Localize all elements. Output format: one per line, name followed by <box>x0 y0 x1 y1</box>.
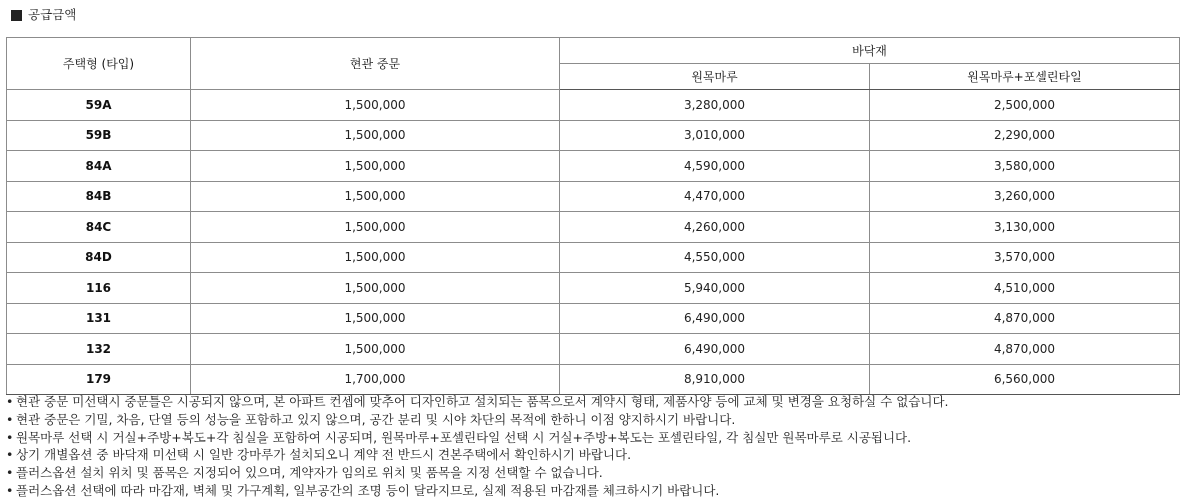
table-row <box>7 181 1180 212</box>
cell-wood-tile-price: 3,580,000 <box>870 151 1180 182</box>
note-item <box>6 482 1176 500</box>
price-table <box>6 37 1180 395</box>
header-floor-wood-tile: 원목마루+포셀린타일 <box>870 64 1180 90</box>
cell-type: 59A <box>7 90 191 121</box>
note-text: 상기 개별옵션 중 바닥재 미선택 시 일반 강마루가 설치되오니 계약 전 반드시 견본주택에서 확인하시기 바랍니다. <box>16 447 632 463</box>
table-row <box>7 273 1180 304</box>
note-text: 현관 중문은 기밀, 차음, 단열 등의 성능을 포함하고 있지 않으며, 공간 분리 및 시야 차단의 목적에 한하니 이점 양지하시기 바랍니다. <box>16 411 736 427</box>
header-type: 주택형 (타입) <box>7 38 191 90</box>
table-row <box>7 334 1180 365</box>
note-item <box>6 464 1176 482</box>
cell-entrance-price: 1,500,000 <box>191 242 560 273</box>
bullet-icon: • <box>6 394 14 409</box>
cell-type: 132 <box>7 334 191 365</box>
note-text: 원목마루 선택 시 거실+주방+복도+각 침실을 포함하여 시공되며, 원목마루+포셀린타일 선택 시 거실+주방+복도는 포셀린타일, 각 침실만 원목마루로 시공됩니다. <box>16 429 912 445</box>
cell-wood-price: 8,910,000 <box>560 364 870 395</box>
cell-type: 131 <box>7 303 191 334</box>
table-row <box>7 242 1180 273</box>
cell-entrance-price: 1,500,000 <box>191 212 560 243</box>
cell-type: 84B <box>7 181 191 212</box>
square-bullet-icon <box>11 10 22 21</box>
cell-wood-tile-price: 3,260,000 <box>870 181 1180 212</box>
header-floor-wood: 원목마루 <box>560 64 870 90</box>
cell-wood-price: 3,280,000 <box>560 90 870 121</box>
cell-wood-tile-price: 2,290,000 <box>870 120 1180 151</box>
table-row <box>7 364 1180 395</box>
bullet-icon: • <box>6 429 14 445</box>
note-item <box>6 446 1176 464</box>
cell-wood-price: 5,940,000 <box>560 273 870 304</box>
cell-wood-tile-price: 3,570,000 <box>870 242 1180 273</box>
cell-type: 59B <box>7 120 191 151</box>
cell-entrance-price: 1,500,000 <box>191 120 560 151</box>
table-row <box>7 90 1180 121</box>
note-text: 플러스옵션 선택에 따라 마감재, 벽체 및 가구계획, 일부공간의 조명 등이 달라지므로, 실제 적용된 마감재를 체크하시기 바랍니다. <box>16 482 720 498</box>
cell-type: 84A <box>7 151 191 182</box>
cell-entrance-price: 1,700,000 <box>191 364 560 395</box>
note-text: 플러스옵션 설치 위치 및 품목은 지정되어 있으며, 계약자가 임의로 위치 및 품목을 지정 선택할 수 없습니다. <box>16 465 603 481</box>
cell-wood-price: 3,010,000 <box>560 120 870 151</box>
table-row <box>7 120 1180 151</box>
cell-wood-price: 6,490,000 <box>560 334 870 365</box>
notes-list <box>6 393 1176 500</box>
note-item <box>6 429 1176 447</box>
note-item <box>6 411 1176 429</box>
cell-type: 84C <box>7 212 191 243</box>
cell-entrance-price: 1,500,000 <box>191 334 560 365</box>
cell-wood-tile-price: 4,510,000 <box>870 273 1180 304</box>
cell-type: 116 <box>7 273 191 304</box>
cell-wood-price: 4,550,000 <box>560 242 870 273</box>
section-title <box>11 6 76 24</box>
cell-type: 179 <box>7 364 191 395</box>
section-title-text: 공급금액 <box>28 7 77 22</box>
cell-wood-price: 6,490,000 <box>560 303 870 334</box>
header-floor-group: 바닥재 <box>560 38 1180 64</box>
note-text: 현관 중문 미선택시 중문틀은 시공되지 않으며, 본 아파트 컨셉에 맞추어 디자인하고 설치되는 품목으로서 계약시 형태, 제품사양 등에 교체 및 변경을 요청하실 수 없습니다. <box>16 394 949 409</box>
cell-wood-tile-price: 3,130,000 <box>870 212 1180 243</box>
cell-entrance-price: 1,500,000 <box>191 181 560 212</box>
cell-type: 84D <box>7 242 191 273</box>
cell-entrance-price: 1,500,000 <box>191 90 560 121</box>
cell-wood-price: 4,260,000 <box>560 212 870 243</box>
cell-wood-tile-price: 4,870,000 <box>870 334 1180 365</box>
table-row <box>7 303 1180 334</box>
bullet-icon: • <box>6 411 14 427</box>
bullet-icon: • <box>6 482 14 498</box>
cell-entrance-price: 1,500,000 <box>191 273 560 304</box>
table-row <box>7 151 1180 182</box>
table-row <box>7 212 1180 243</box>
bullet-icon: • <box>6 465 14 481</box>
cell-wood-tile-price: 6,560,000 <box>870 364 1180 395</box>
cell-wood-price: 4,590,000 <box>560 151 870 182</box>
cell-wood-price: 4,470,000 <box>560 181 870 212</box>
cell-wood-tile-price: 2,500,000 <box>870 90 1180 121</box>
cell-wood-tile-price: 4,870,000 <box>870 303 1180 334</box>
cell-entrance-price: 1,500,000 <box>191 303 560 334</box>
cell-entrance-price: 1,500,000 <box>191 151 560 182</box>
note-item <box>6 393 1176 411</box>
table-body <box>7 90 1180 395</box>
bullet-icon: • <box>6 447 14 463</box>
header-entrance: 현관 중문 <box>191 38 560 90</box>
